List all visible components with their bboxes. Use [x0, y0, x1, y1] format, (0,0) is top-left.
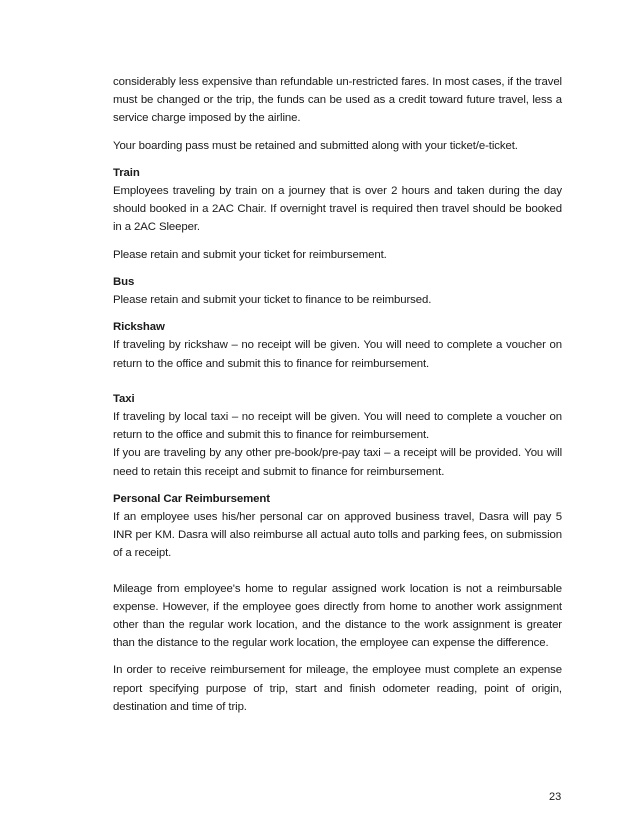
mileage-paragraph: Mileage from employee's home to regular assigned work location is not a reimbursable expense. However, if the employee goes directly from home to another work assignment other than the regular work location, and the distance to the work assignment is greater than the distance to the regular work location, the employee can expense the difference.: [113, 582, 562, 650]
rickshaw-paragraph: If traveling by rickshaw – no receipt will be given. You will need to complete a voucher on return to the office and submit this to finance for reimbursement.: [113, 339, 562, 370]
taxi-paragraph: If traveling by local taxi – no receipt will be given. You will need to complete a voucher on return to the office and submit this to finance for reimbursement.: [113, 411, 562, 442]
intro-paragraph: considerably less expensive than refundable un-restricted fares. In most cases, if the travel must be changed or the trip, the funds can be used as a credit toward future travel, less a service charge imposed by the airline.: [113, 76, 562, 125]
rickshaw-heading: Rickshaw: [113, 321, 165, 334]
bus-heading: Bus: [113, 275, 135, 288]
taxi-heading: Taxi: [113, 392, 135, 405]
document-page: [113, 73, 562, 716]
train-heading: Train: [113, 166, 140, 179]
train-note: Please retain and submit your ticket for reimbursement.: [113, 248, 387, 261]
personal-car-paragraph: If an employee uses his/her personal car on approved business travel, Dasra will pay 5 INR per KM. Dasra will also reimburse all actual auto tolls and parking fees, on submission of a receipt.: [113, 511, 562, 560]
train-section: [113, 164, 562, 264]
taxi-section: [113, 390, 562, 481]
personal-car-section: [113, 490, 562, 716]
train-paragraph: Employees traveling by train on a journey that is over 2 hours and taken during the day should booked in a 2AC Chair. If overnight travel is required then travel should be booked in a 2AC Sleeper.: [113, 185, 562, 234]
taxi-prepay-paragraph: If you are traveling by any other pre-book/pre-pay taxi – a receipt will be provided. You will need to retain this receipt and submit to finance for reimbursement.: [113, 447, 562, 478]
page-number: 23: [549, 791, 562, 803]
expense-report-paragraph: In order to receive reimbursement for mileage, the employee must complete an expense report specifying purpose of trip, start and finish odometer reading, point of origin, destination and time of trip.: [113, 664, 562, 713]
bus-section: [113, 273, 562, 309]
rickshaw-section: [113, 318, 562, 373]
bus-paragraph: Please retain and submit your ticket to finance to be reimbursed.: [113, 294, 432, 307]
personal-car-heading: Personal Car Reimbursement: [113, 492, 270, 505]
boarding-pass-paragraph: Your boarding pass must be retained and submitted along with your ticket/e-ticket.: [113, 139, 518, 152]
